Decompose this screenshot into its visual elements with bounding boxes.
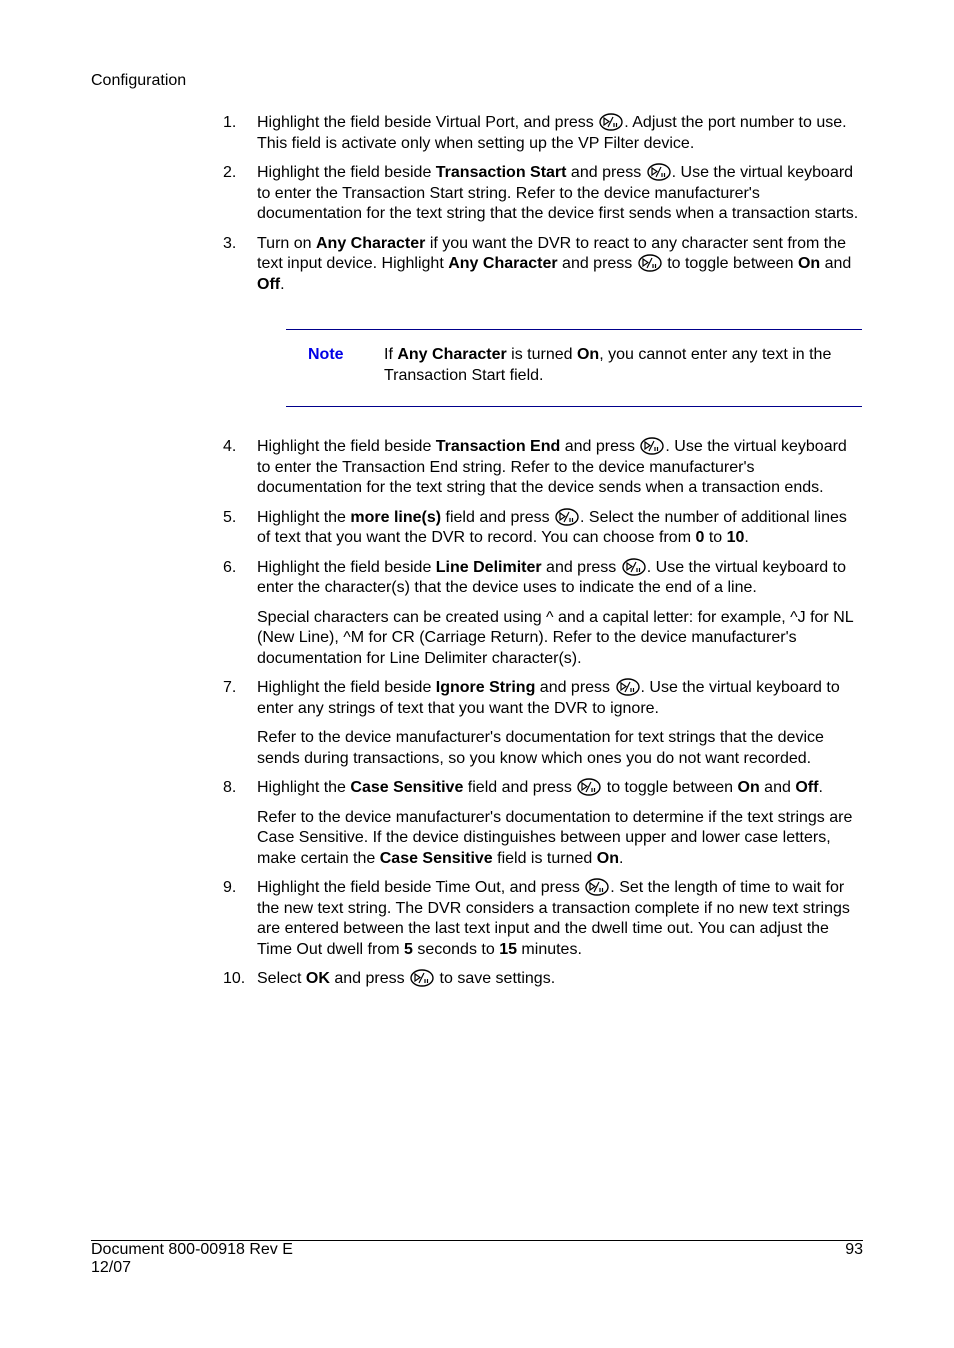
step-body: Highlight the field beside Ignore String and press . Use the virtual keyboard to enter any strings of text that you want the DVR to ignore. Refer to the device manufacturer's documentation for text strings that the device sends during transactions, so you know which ones you do not want recorded.	[257, 678, 863, 769]
step-body: Highlight the Case Sensitive field and press to toggle between On and Off. Refer to the device manufacturer's documentation to determine if the text strings are Case Sensitive. If the device distinguishes between upper and lower case letters, make certain the Case Sensitive field is turned On.	[257, 778, 863, 869]
step-7	[223, 678, 863, 769]
step-body: Select OK and press to save settings.	[257, 970, 556, 987]
play-pause-button-icon	[622, 558, 646, 576]
step-number: 9.	[223, 879, 237, 896]
play-pause-button-icon	[647, 163, 671, 181]
step-note: Refer to the device manufacturer's documentation for text strings that the device sends during transactions, so you know which ones you do not want recorded.	[257, 729, 824, 767]
step-2	[223, 163, 863, 225]
step-number: 1.	[223, 114, 237, 131]
footer-document-info	[91, 1241, 293, 1277]
play-pause-button-icon	[640, 437, 664, 455]
note-box	[286, 329, 862, 407]
step-10	[223, 969, 863, 990]
document-date: 12/07	[91, 1259, 132, 1276]
step-number: 4.	[223, 438, 237, 455]
note-label: Note	[308, 346, 344, 363]
step-1	[223, 113, 863, 154]
step-number: 2.	[223, 164, 237, 181]
document-number: Document 800-00918 Rev E	[91, 1241, 293, 1258]
step-3	[223, 234, 863, 296]
note-text: If Any Character is turned On, you cannot enter any text in the Transaction Start field.	[384, 346, 832, 384]
step-body: Highlight the field beside Line Delimiter and press . Use the virtual keyboard to enter the character(s) that the device uses to indicate the end of a line. Special characters can be created using ^ and a capital letter: for example, ^J for NL (New Line), ^M for CR (Carriage Return). Refer to the device manufacturer's documentation for Line Delimiter character(s).	[257, 558, 863, 670]
step-number: 6.	[223, 558, 237, 576]
step-number: 10.	[223, 970, 246, 987]
step-body: Highlight the field beside Transaction End and press . Use the virtual keyboard to enter the Transaction End string. Refer to the device manufacturer's documentation for the text string that the device sends when a transaction ends.	[257, 438, 847, 496]
play-pause-button-icon	[638, 254, 662, 272]
instruction-steps	[223, 113, 863, 999]
running-header: Configuration	[91, 72, 187, 89]
play-pause-button-icon	[599, 113, 623, 131]
step-note: Refer to the device manufacturer's documentation to determine if the text strings are Case Sensitive. If the device distinguishes between upper and lower case letters, make certain the Case Sensitive field is turned On.	[257, 808, 853, 867]
step-body: Highlight the field beside Time Out, and press . Set the length of time to wait for the new text string. The DVR considers a transaction complete if no new text strings are entered between the last text input and the dwell time out. You can adjust the Time Out dwell from 5 seconds to 15 minutes.	[257, 879, 850, 958]
play-pause-button-icon	[616, 678, 640, 696]
step-number: 7.	[223, 679, 237, 696]
step-5	[223, 508, 863, 549]
step-body: Highlight the field beside Virtual Port, and press . Adjust the port number to use. This field is activate only when setting up the VP Filter device.	[257, 114, 847, 152]
step-body: Highlight the field beside Transaction Start and press . Use the virtual keyboard to enter the Transaction Start string. Refer to the device manufacturer's documentation for the text string that the device first sends when a transaction starts.	[257, 164, 859, 222]
step-9	[223, 878, 863, 960]
step-number: 8.	[223, 779, 237, 796]
step-note: Special characters can be created using ^ and a capital letter: for example, ^J for NL (New Line), ^M for CR (Carriage Return). Refer to the device manufacturer's documentation for Line Delimiter character(s).	[257, 608, 854, 667]
step-body: Highlight the more line(s) field and press . Select the number of additional lines of text that you want the DVR to record. You can choose from 0 to 10.	[257, 508, 847, 546]
step-body: Turn on Any Character if you want the DVR to react to any character sent from the text input device. Highlight Any Character and press to toggle between On and Off.	[257, 234, 852, 293]
page-number: 93	[845, 1241, 863, 1258]
play-pause-button-icon	[585, 878, 609, 896]
step-number: 5.	[223, 508, 237, 526]
step-number: 3.	[223, 234, 237, 252]
play-pause-button-icon	[577, 778, 601, 796]
play-pause-button-icon	[410, 969, 434, 987]
step-8	[223, 778, 863, 869]
step-6	[223, 558, 863, 670]
step-4	[223, 437, 863, 499]
play-pause-button-icon	[555, 508, 579, 526]
